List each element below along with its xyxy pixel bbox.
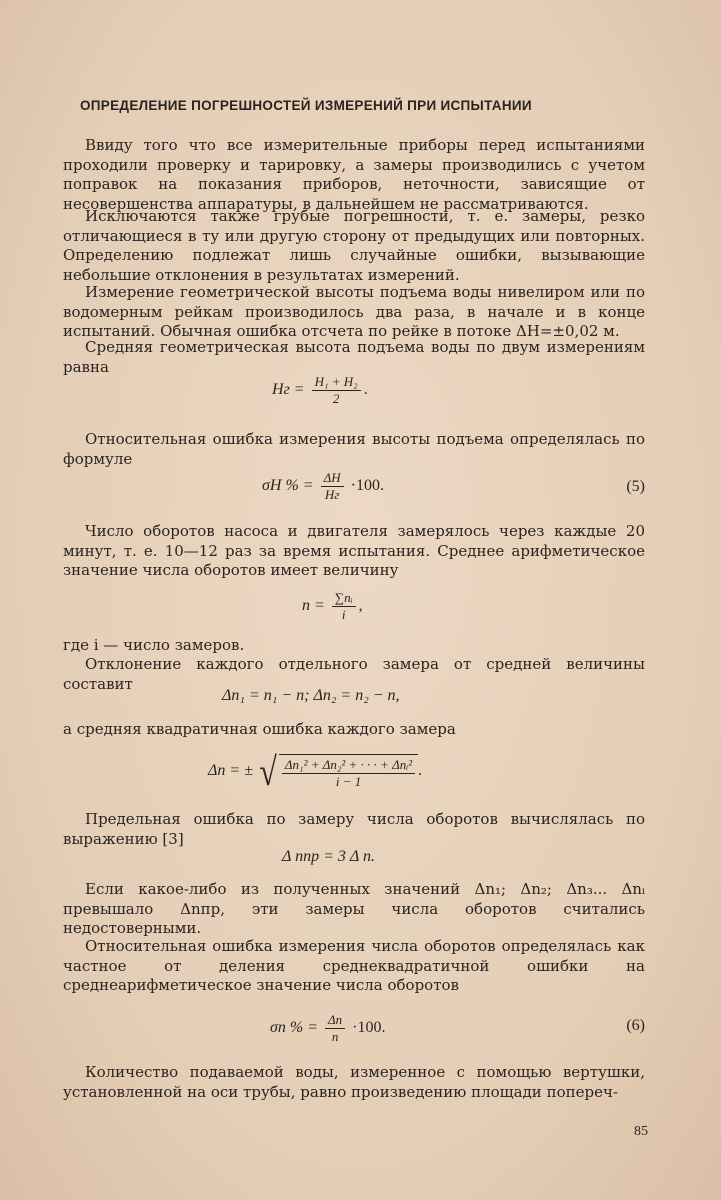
paragraph-8: Отклонение каждого отдельного замера от средней величины составит [63,655,645,693]
formula-n-lhs: n = [302,597,325,615]
formula-rms-lhs: Δn = ± [208,762,253,780]
formula-hg-numerator: H₁ + H₂ [312,374,361,391]
formula-n-denominator: i [341,607,346,622]
formula-hg-fraction [312,374,361,407]
formula-rms: Δn = ± √ $\frac{\text{Δn₁² + Δn₂² + · · · + Δnᵢ²}}{i - 1}$ . [208,749,423,794]
formula-n-mean: n = $\frac{\text{∑nᵢ}}{i}$ , [302,590,363,622]
formula-hg-denominator: 2 [332,391,340,406]
equation-number-6: (6) [626,1017,645,1034]
formula-rms-denominator: i − 1 [335,773,362,789]
paragraph-3: Измерение геометрической высоты подъема воды нивелиром или по водомерным рейкам производилось два раза, в начале и в конце испытаний. Обычная ошибка отсчета по рейке в потоке ΔH=±0,02 м. [63,283,645,340]
formula-sigma-n-fraction [325,1012,345,1045]
formula-sigma-n-denominator: n [331,1029,339,1044]
section-heading: ОПРЕДЕЛЕНИЕ ПОГРЕШНОСТЕЙ ИЗМЕРЕНИЙ ПРИ ИСПЫТАНИИ [80,98,532,113]
formula-n-numerator: ∑nᵢ [332,590,356,607]
formula-sigma-n [270,1012,385,1045]
page-number: 85 [634,1124,648,1139]
paragraph-6: Число оборотов насоса и двигателя замерялось через каждые 20 минут, т. е. 10—12 раз за время испытания. Среднее арифметическое значение числа оборотов имеет величину [63,522,645,579]
formula-sigma-h-lhs: σH % = [262,477,314,495]
formula-sigma-h-numerator: ΔH [321,470,344,487]
formula-deviation: Δn₁ = n₁ − n; Δn₂ = n₂ − n, [222,687,400,704]
formula-sigma-h-fraction [321,470,344,503]
formula-rms-fraction [282,757,415,790]
formula-rms-numerator: Δn₁² + Δn₂² + · · · + Δnᵢ² [282,757,415,774]
paragraph-12: Относительная ошибка измерения числа оборотов определялась как частное от деления среднеквадратичной ошибки на среднеарифметическое значение числа оборотов [63,937,645,994]
formula-n-fraction [332,590,356,623]
paragraph-10: Предельная ошибка по замеру числа оборотов вычислялась по выражению [3] [63,810,645,848]
formula-sigma-n-rhs: ·100. [352,1019,386,1037]
paragraph-1: Ввиду того что все измерительные приборы перед испытаниями проходили проверку и тарировку, а замеры производились с учетом поправок на показания приборов, неточности, зависящие от несовершенства аппаратуры, в дальнейшем не рассматриваются. [63,136,645,213]
paragraph-13: Количество подаваемой воды, измеренное с помощью вертушки, установленной на оси трубы, равно произведению площади попереч- [63,1063,645,1101]
paragraph-4: Средняя геометрическая высота подъема воды по двум измерениям равна [63,338,645,376]
square-root-sign: √ $\frac{\text{Δn₁² + Δn₂² + · · · + Δnᵢ²}}{i - 1}$ [257,748,418,795]
formula-sigma-n-lhs: σn % = [270,1019,319,1037]
equation-number-5: (5) [626,478,645,495]
paragraph-11: Если какое-либо из полученных значений Δn₁; Δn₂; Δn₃... Δnᵢ превышало Δnпр, эти замеры числа оборотов считались недостоверными. [63,880,645,937]
formula-sigma-n-numerator: Δn [325,1012,345,1029]
paragraph-5: Относительная ошибка измерения высоты подъема определялась по формуле [63,430,645,468]
paragraph-9: а средняя квадратичная ошибка каждого замера [63,720,456,738]
formula-limit-error: Δ nпр = 3 Δ n. [282,848,375,865]
formula-sigma-h [262,470,384,503]
formula-sigma-h-denominator: Hг [324,487,340,502]
formula-hg: Hг = $\frac{\text{H₁ + H₂}}{2}$ . [272,374,368,406]
paragraph-2: Исключаются также грубые погрешности, т. е. замеры, резко отличающиеся в ту или другую сторону от предыдущих или повторных. Определению подлежат лишь случайные ошибки, вызывающие небольшие отклонения в результатах измерений. [63,207,645,284]
paragraph-7: где i — число замеров. [63,636,245,654]
formula-sigma-h-rhs: ·100. [350,477,384,495]
formula-hg-lhs: Hг = [272,381,305,399]
